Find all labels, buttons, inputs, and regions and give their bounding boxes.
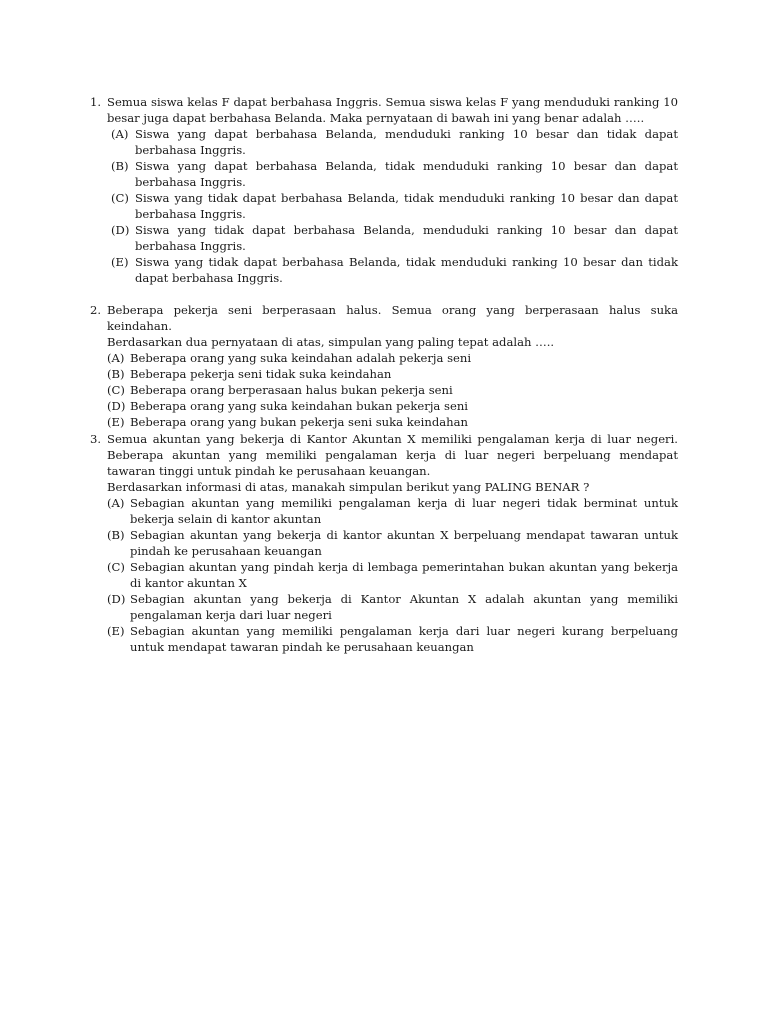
answer-option-a xyxy=(107,495,678,527)
answer-option-a xyxy=(107,126,678,158)
option-text: Beberapa orang berperasaan halus bukan pekerja seni xyxy=(130,383,453,397)
option-letter: (A) xyxy=(107,496,125,510)
answer-option-c xyxy=(107,190,678,222)
option-text: Siswa yang tidak dapat berbahasa Belanda, menduduki ranking 10 besar dan dapat berbahasa Inggris. xyxy=(135,223,678,253)
answer-option-a xyxy=(107,350,678,366)
question-stem xyxy=(107,431,678,495)
option-letter: (D) xyxy=(107,399,126,413)
option-text: Siswa yang dapat berbahasa Belanda, tidak menduduki ranking 10 besar dan dapat berbahasa Inggris. xyxy=(135,159,678,189)
option-text: Siswa yang tidak dapat berbahasa Belanda, tidak menduduki ranking 10 besar dan dapat berbahasa Inggris. xyxy=(135,191,678,221)
option-text: Sebagian akuntan yang memiliki pengalaman kerja dari luar negeri kurang berpeluang untuk mendapat tawaran pindah ke perusahaan keuangan xyxy=(130,624,678,654)
question-stem xyxy=(107,94,678,126)
question-number: 3. xyxy=(90,432,102,446)
option-text: Sebagian akuntan yang bekerja di Kantor Akuntan X adalah akuntan yang memiliki pengalaman kerja dari luar negeri xyxy=(130,592,678,622)
option-text: Beberapa orang yang bukan pekerja seni suka keindahan xyxy=(130,415,469,429)
option-letter: (E) xyxy=(111,255,129,269)
answer-option-d xyxy=(107,591,678,623)
option-letter: (C) xyxy=(107,383,125,397)
option-letter: (A) xyxy=(107,351,125,365)
option-letter: (C) xyxy=(111,191,129,205)
stem-paragraph: Beberapa pekerja seni berperasaan halus. Semua orang yang berperasaan halus suka keindahan. xyxy=(107,303,678,333)
option-letter: (C) xyxy=(107,560,125,574)
option-text: Siswa yang tidak dapat berbahasa Belanda, tidak menduduki ranking 10 besar dan tidak dapat berbahasa Inggris. xyxy=(135,255,678,285)
answer-options xyxy=(107,495,678,655)
stem-paragraph: Semua akuntan yang bekerja di Kantor Akuntan X memiliki pengalaman kerja di luar negeri. Beberapa akuntan yang memiliki pengalaman kerja di luar negeri berpeluang mendapat tawaran tinggi untuk pindah ke perusahaan keuangan. xyxy=(107,432,678,478)
question-body xyxy=(107,94,678,286)
stem-paragraph: Berdasarkan informasi di atas, manakah simpulan berikut yang PALING BENAR ? xyxy=(107,480,590,494)
question-1 xyxy=(90,94,678,286)
answer-option-b xyxy=(107,366,678,382)
answer-option-e xyxy=(107,623,678,655)
option-letter: (B) xyxy=(111,159,129,173)
question-3 xyxy=(90,431,678,655)
option-text: Beberapa orang yang suka keindahan bukan pekerja seni xyxy=(130,399,469,413)
option-text: Siswa yang dapat berbahasa Belanda, menduduki ranking 10 besar dan tidak dapat berbahasa Inggris. xyxy=(135,127,678,157)
answer-option-c xyxy=(107,382,678,398)
option-text: Sebagian akuntan yang memiliki pengalaman kerja di luar negeri tidak berminat untuk bekerja selain di kantor akuntan xyxy=(130,496,678,526)
option-letter: (E) xyxy=(107,415,125,429)
answer-option-d xyxy=(107,222,678,254)
answer-option-c xyxy=(107,559,678,591)
answer-option-d xyxy=(107,398,678,414)
answer-option-b xyxy=(107,527,678,559)
question-number: 2. xyxy=(90,303,102,317)
question-number: 1. xyxy=(90,95,102,109)
option-letter: (A) xyxy=(111,127,129,141)
question-body xyxy=(107,302,678,430)
option-text: Sebagian akuntan yang bekerja di kantor akuntan X berpeluang mendapat tawaran untuk pindah ke perusahaan keuangan xyxy=(130,528,678,558)
question-stem xyxy=(107,302,678,350)
answer-options xyxy=(107,350,678,430)
stem-paragraph: Semua siswa kelas F dapat berbahasa Inggris. Semua siswa kelas F yang menduduki ranking 10 besar juga dapat berbahasa Belanda. Maka pernyataan di bawah ini yang benar adalah ….. xyxy=(107,95,678,125)
question-2 xyxy=(90,302,678,430)
option-text: Beberapa orang yang suka keindahan adalah pekerja seni xyxy=(130,351,472,365)
answer-option-b xyxy=(107,158,678,190)
question-body xyxy=(107,431,678,655)
option-letter: (E) xyxy=(107,624,125,638)
answer-options xyxy=(107,126,678,286)
option-text: Beberapa pekerja seni tidak suka keindahan xyxy=(130,367,392,381)
option-letter: (D) xyxy=(111,223,130,237)
option-letter: (B) xyxy=(107,367,125,381)
stem-paragraph: Berdasarkan dua pernyataan di atas, simpulan yang paling tepat adalah ….. xyxy=(107,335,555,349)
option-letter: (B) xyxy=(107,528,125,542)
answer-option-e xyxy=(107,254,678,286)
option-letter: (D) xyxy=(107,592,126,606)
answer-option-e xyxy=(107,414,678,430)
option-text: Sebagian akuntan yang pindah kerja di lembaga pemerintahan bukan akuntan yang bekerja di kantor akuntan X xyxy=(130,560,678,590)
